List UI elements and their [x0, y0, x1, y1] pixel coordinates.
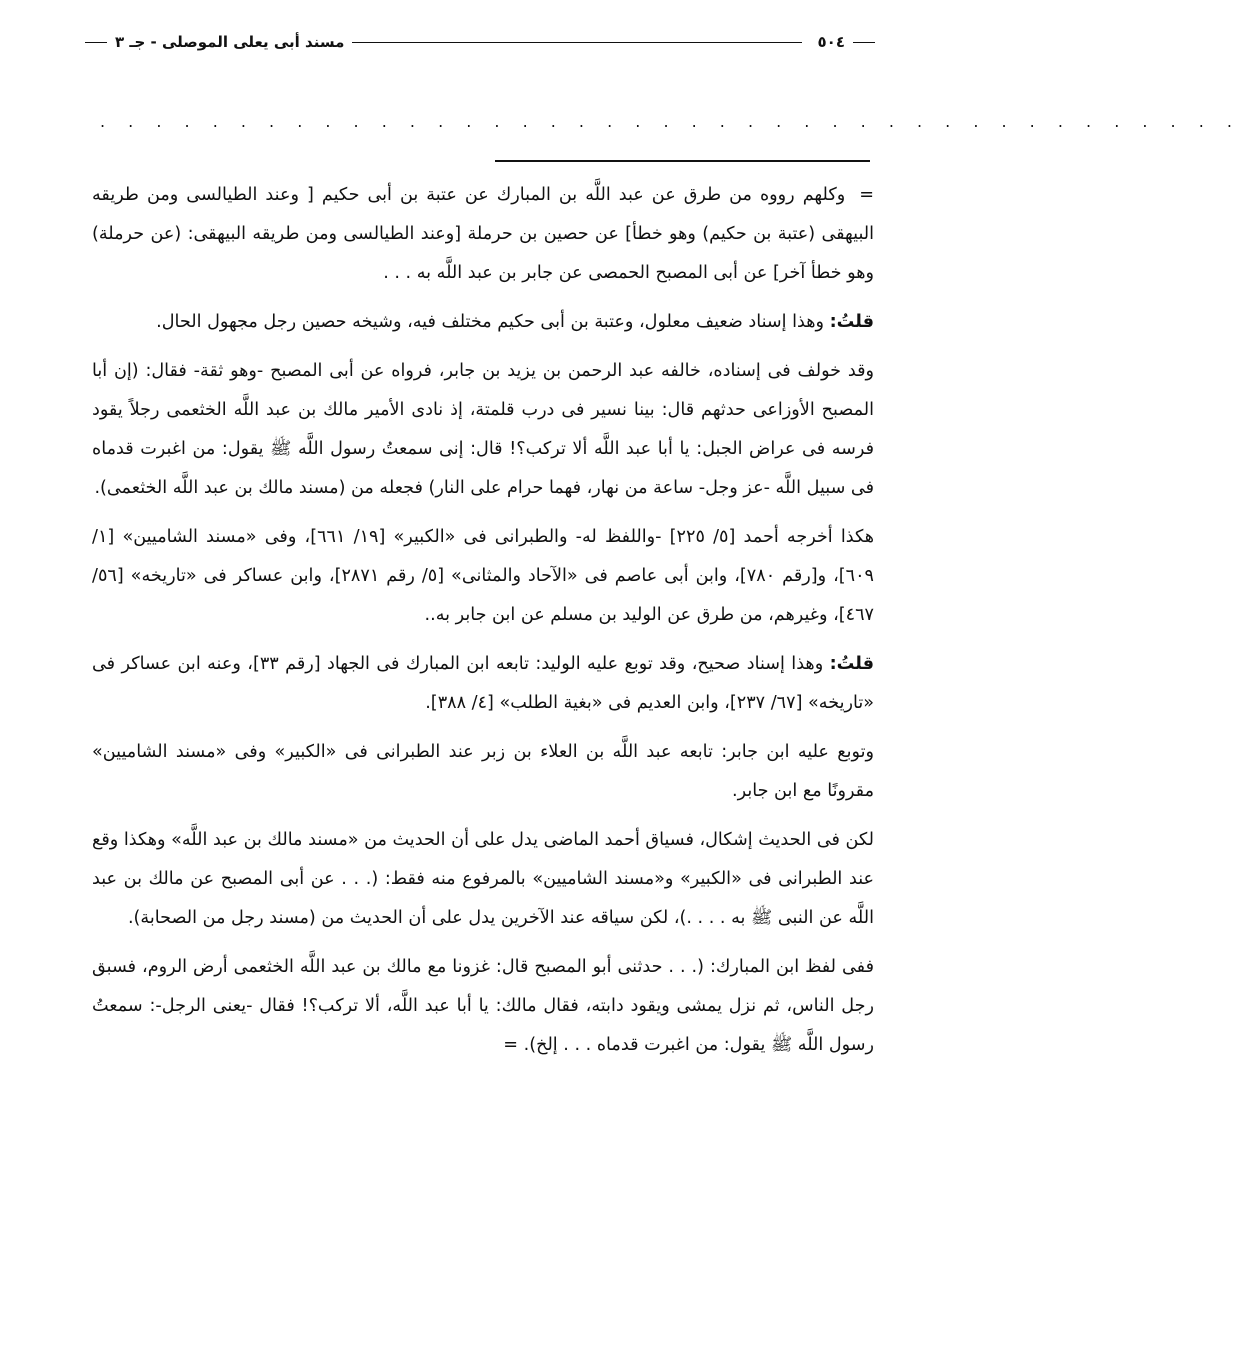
paragraph: [92, 645, 874, 723]
paragraph: [92, 821, 874, 938]
paragraph-label: قلتُ:: [829, 312, 874, 332]
paragraph: [92, 352, 874, 508]
paragraph-text: وهذا إسناد صحيح، وقد توبع عليه الوليد: تابعه ابن المبارك فى الجهاد [رقم ٣٣]، وعنه ابن عساكر فى «تاريخه» [٦٧/ ٢٣٧]، وابن العديم فى «بغية الطلب» [٤/ ٣٨٨].: [92, 654, 874, 713]
paragraph-text: وهذا إسناد ضعيف معلول، وعتبة بن أبى حكيم مختلف فيه، وشيخه حصين رجل مجهول الحال.: [156, 312, 830, 332]
separator-dots: . . . . . . . . . . . . . . . . . . . . . . . . . . . . . . . . . . . . . . . . .: [100, 112, 1241, 131]
paragraph: [92, 176, 874, 293]
paragraph-text: ففى لفظ ابن المبارك: (. . . حدثنى أبو المصبح قال: غزونا مع مالك بن عبد اللَّه الخثعمى أرض الروم، فسبق رجل الناس، ثم نزل يمشى ويقود دابته، فقال مالك: يا أبا عبد اللَّه، ألا تركب؟! فقال -يعنى الرجل-: سمعتُ رسول اللَّه ﷺ يقول: من اغبرت قدماه . . . إلخ). =: [92, 957, 874, 1055]
paragraph-text: هكذا أخرجه أحمد [٥/ ٢٢٥] -واللفظ له- والطبرانى فى «الكبير» [١٩/ ٦٦١]، وفى «مسند الشاميين» [١/ ٦٠٩]، و[رقم ٧٨٠]، وابن أبى عاصم فى «الآحاد والمثانى» [٥/ رقم ٢٨٧١]، وابن عساكر فى «تاريخه» [٥٦/ ٤٦٧]، وغيرهم، من طرق عن الوليد بن مسلم عن ابن جابر به..: [92, 527, 874, 625]
paragraph: [92, 303, 874, 342]
footnote-rule: [495, 160, 870, 162]
header-dash: [853, 42, 875, 43]
paragraph: [92, 518, 874, 635]
continuation-mark: =: [851, 185, 874, 205]
paragraph: [92, 733, 874, 811]
header-dash: [85, 42, 107, 43]
paragraph-text: وتوبع عليه ابن جابر: تابعه عبد اللَّه بن العلاء بن زبر عند الطبرانى فى «الكبير» وفى «مسند الشاميين» مقرونًا مع ابن جابر.: [92, 742, 874, 801]
paragraph-text: وقد خولف فى إسناده، خالفه عبد الرحمن بن يزيد بن جابر، فرواه عن أبى المصبح -وهو ثقة- فقال: (إن أبا المصبح الأوزاعى حدثهم قال: بينا نسير فى درب قلمتة، إذ نادى الأمير مالك بن عبد اللَّه الخثعمى رجلاً يقود فرسه فى عراض الجبل: يا أبا عبد اللَّه ألا تركب؟! قال: إنى سمعتُ رسول اللَّه ﷺ يقول: من اغبرت قدماه فى سبيل اللَّه -عز وجل- ساعة من نهار، فهما حرام على النار) فجعله من (مسند مالك بن عبد اللَّه الخثعمى).: [92, 361, 874, 498]
paragraph-text: لكن فى الحديث إشكال، فسياق أحمد الماضى يدل على أن الحديث من «مسند مالك بن عبد اللَّه» وهكذا وقع عند الطبرانى فى «الكبير» و«مسند الشاميين» بالمرفوع منه فقط: (. . . عن أبى المصبح عن مالك بن عبد اللَّه عن النبى ﷺ به . . . .)، لكن سياقه عند الآخرين يدل على أن الحديث من (مسند رجل من الصحابة).: [92, 830, 874, 928]
paragraph-text: وكلهم رووه من طرق عن عبد اللَّه بن المبارك عن عتبة بن أبى حكيم [ وعند الطيالسى ومن طريقه البيهقى (عتبة بن حكيم) وهو خطأ] عن حصين بن حرملة [وعند الطيالسى ومن طريقه البيهقى: (عن حرملة) وهو خطأ آخر] عن أبى المصبح الحمصى عن جابر بن عبد اللَّه به . . .: [92, 185, 874, 283]
paragraph-label: قلتُ:: [829, 654, 874, 674]
page-number: ٥٠٤: [817, 33, 845, 51]
page-header: [85, 30, 875, 54]
book-title: مسند أبى يعلى الموصلى - جـ ٣: [115, 33, 345, 51]
paragraph: [92, 948, 874, 1065]
footnote-body: [92, 176, 874, 1075]
header-rule: [352, 42, 801, 43]
